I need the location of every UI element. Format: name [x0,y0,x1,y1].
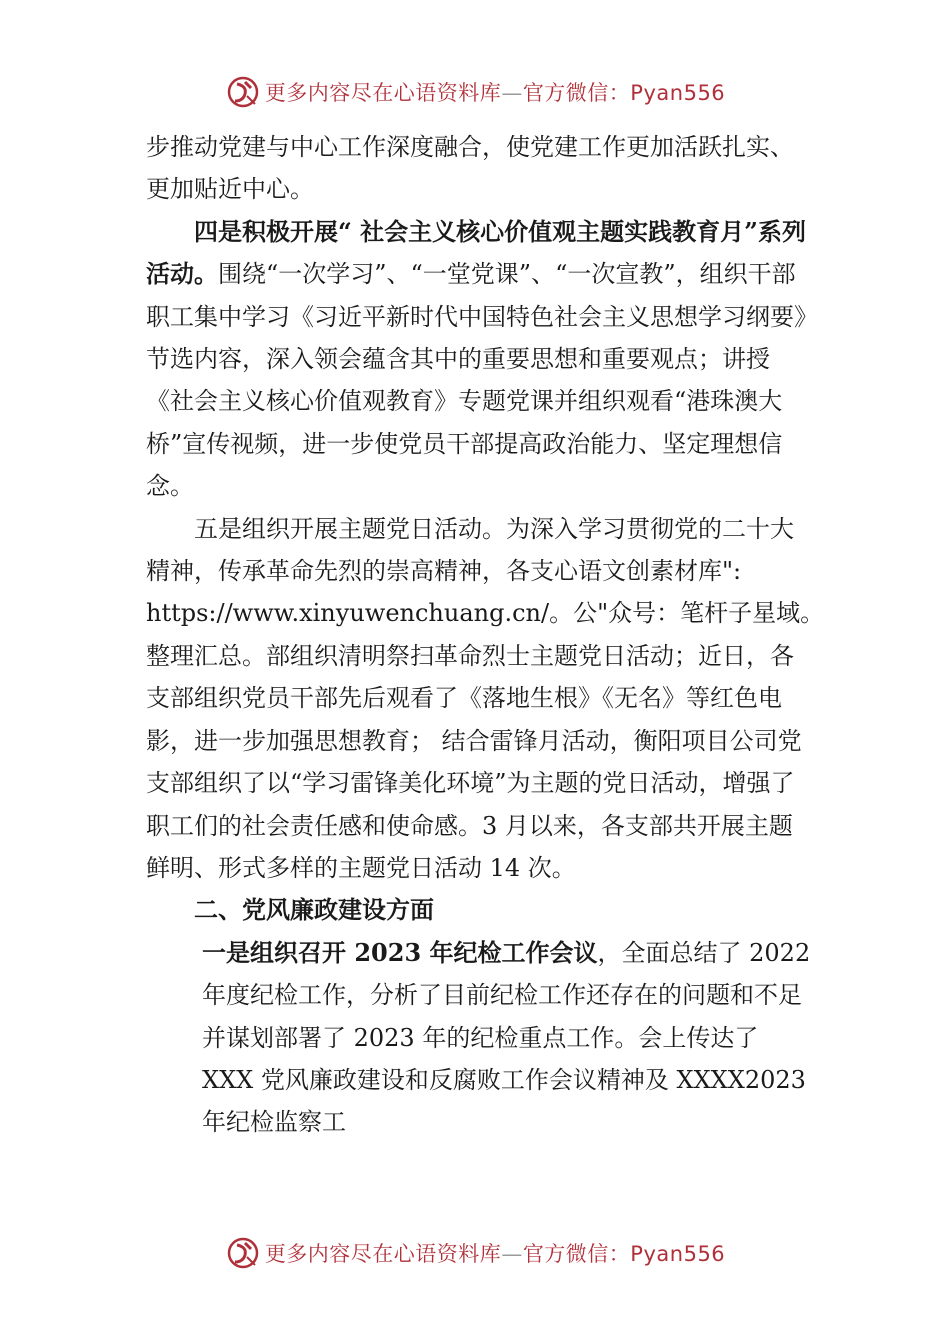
banner-contact: 官方微信：Pyan556 [522,1242,726,1266]
paragraph-4-body: ，全面总结了 2022 年度纪检工作，分析了目前纪检工作还存在的问题和不足并谋划部署了 2023 年的纪检重点工作。会上传达了 XXX 党风廉政建设和反腐败工作会议精神及 XXXX2023 年纪检监察工 [202,938,811,1137]
banner-brand: 更多内容尽在心语资料库 [264,1242,502,1266]
paragraph-3-url: https://www.xinyuwenchuang.cn/。公"众号：笔杆子星域。 [146,599,825,628]
paragraph-1: 步推动党建与中心工作深度融合，使党建工作更加活跃扎实、更加贴近中心。 [146,133,794,204]
paragraph-2-body: 围绕“一次学习”、“一堂党课”、“一次宣教”，组织干部职工集中学习《习近平新时代中国特色社会主义思想学习纲要》节选内容，深入领会蕴含其中的重要思想和重要观点；讲授《社会主义核心价值观教育》专题党课并组织观看“港珠澳大桥”宣传视频，进一步使党员干部提高政治能力、坚定理想信念。 [146,260,806,501]
banner-contact: 官方微信：Pyan556 [522,81,726,105]
banner-text [265,1238,725,1268]
section-heading: 二、党风廉政建设方面 [194,895,434,925]
paragraph-4 [146,932,811,1144]
paragraph-2-lead: 四是积极开展“ 社会主义核心价值观主题实践教育月”系列活动。 [146,216,806,289]
banner-separator: — [501,81,523,105]
paragraph-3-a: 五是组织开展主题党日活动。为深入学习贯彻党的二十大精神，传承革命先烈的崇高精神，各支心语文创素材库": [146,514,794,586]
brand-logo-icon [225,1235,261,1271]
banner-brand: 更多内容尽在心语资料库 [264,81,502,105]
paragraph-3 [146,508,825,890]
paragraph-4-lead: 一是组织召开 2023 年纪检工作会议 [202,937,598,967]
paragraph-3-b: 整理汇总。部组织清明祭扫革命烈士主题党日活动；近日，各支部组织党员干部先后观看了《落地生根》《无名》等红色电影，进一步加强思想教育； 结合雷锋月活动，衡阳项目公司党支部组织了以“学习雷锋美化环境”为主题的党日活动，增强了职工们的社会责任感和使命感。3 月以来，各支部共开展主题鲜明、形式多样的主题党日活动 14 次。 [146,641,802,882]
header-banner [0,72,950,112]
banner-text [265,77,725,107]
footer-banner [0,1233,950,1273]
document-body [146,126,825,1144]
paragraph-2 [146,211,811,508]
banner-separator: — [501,1242,523,1266]
brand-logo-icon [225,74,261,110]
